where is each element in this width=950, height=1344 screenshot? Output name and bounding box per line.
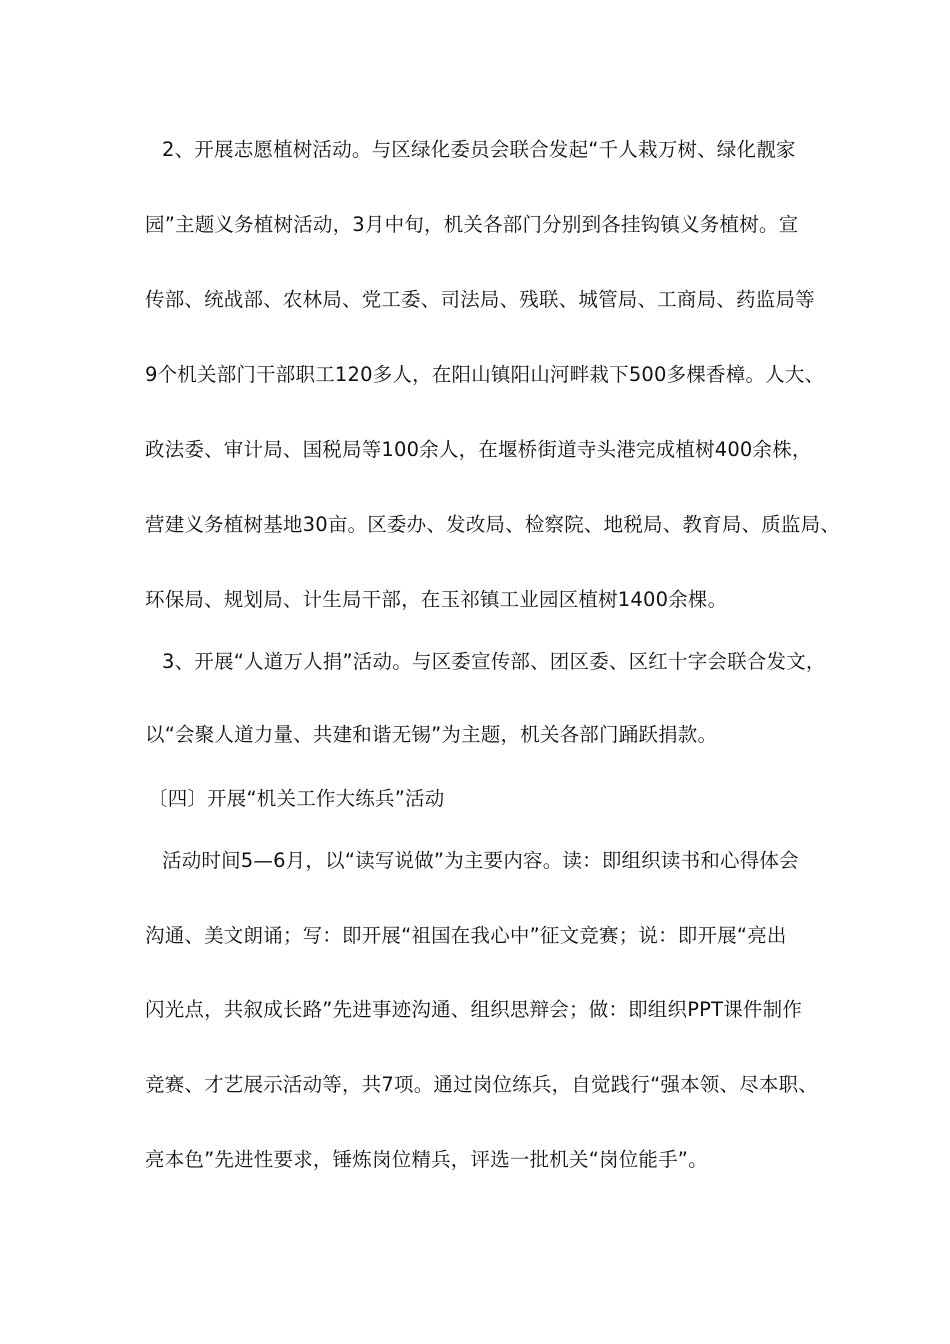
paragraph-2-line-6: 营建义务植树基地30亩。区委办、发改局、检察院、地税局、教育局、质监局、 xyxy=(145,513,841,536)
paragraph-4-line-1: 活动时间5—6月，以“读写说做”为主要内容。读：即组织读书和心得体会 xyxy=(162,849,799,872)
paragraph-3-line-1: 3、开展“人道万人捐”活动。与区委宣传部、团区委、区红十字会联合发文， xyxy=(162,650,826,673)
paragraph-4-line-4: 竞赛、才艺展示活动等，共7项。通过岗位练兵，自觉践行“强本领、尽本职、 xyxy=(145,1073,819,1096)
section-heading: 〔四〕开展“机关工作大练兵”活动 xyxy=(148,787,445,810)
paragraph-4-line-3: 闪光点，共叙成长路”先进事迹沟通、组织思辩会；做：即组织PPT课件制作 xyxy=(145,998,803,1021)
paragraph-2-line-1: 2、开展志愿植树活动。与区绿化委员会联合发起“千人栽万树、绿化靓家 xyxy=(162,138,796,161)
paragraph-2-line-4: 9个机关部门干部职工120多人，在阳山镇阳山河畔栽下500多棵香樟。人大、 xyxy=(145,363,825,386)
paragraph-2-line-3: 传部、统战部、农林局、党工委、司法局、残联、城管局、工商局、药监局等 xyxy=(145,288,815,311)
paragraph-4-line-5: 亮本色”先进性要求，锤炼岗位精兵，评选一批机关“岗位能手”。 xyxy=(145,1148,708,1171)
paragraph-2-line-5: 政法委、审计局、国税局等100余人，在堰桥街道寺头港完成植树400余株， xyxy=(145,438,812,461)
paragraph-2-line-2: 园”主题义务植树活动，3月中旬，机关各部门分别到各挂钩镇义务植树。宣 xyxy=(145,213,799,236)
paragraph-3-line-2: 以“会聚人道力量、共建和谐无锡”为主题，机关各部门踊跃捐款。 xyxy=(145,723,718,746)
paragraph-4-line-2: 沟通、美文朗诵；写：即开展“祖国在我心中”征文竞赛；说：即开展“亮出 xyxy=(145,924,787,947)
paragraph-2-line-7: 环保局、规划局、计生局干部，在玉祁镇工业园区植树1400余棵。 xyxy=(145,588,728,611)
